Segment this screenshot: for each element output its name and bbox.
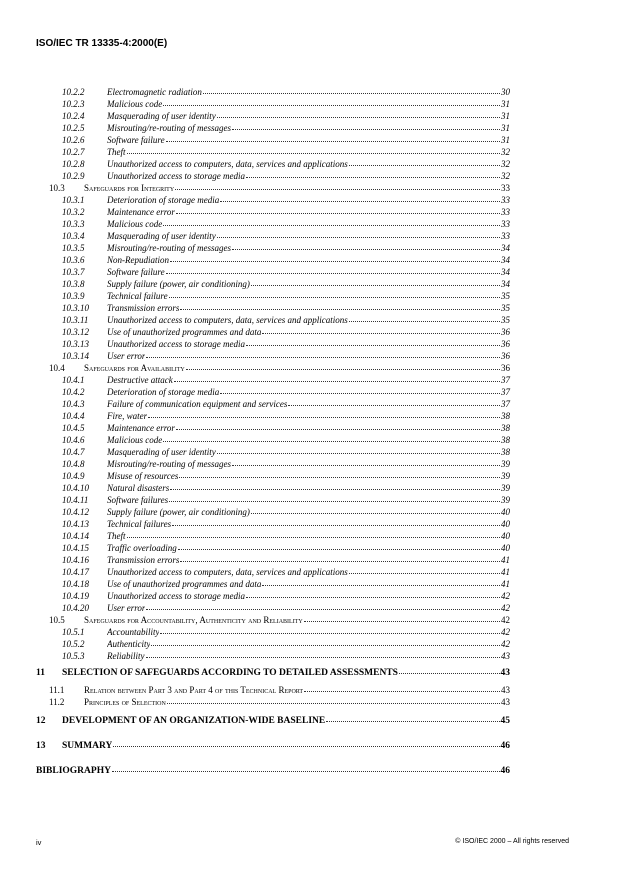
toc-entry-title: Misuse of resources (107, 471, 179, 481)
toc-entry-title: Technical failure (107, 291, 168, 301)
toc-entry-10-4-6[interactable] (36, 434, 510, 446)
toc-entry-10-4-15[interactable] (36, 542, 510, 554)
toc-entry-title: Masquerading of user identity (107, 447, 216, 457)
toc-entry-page: 43 (500, 668, 510, 678)
toc-entry-number: 10.3.8 (62, 279, 85, 289)
toc-entry-number: 10.3.12 (62, 327, 89, 337)
toc-entry-number: 11 (36, 668, 45, 678)
toc-entry-number: 10.4.5 (62, 423, 85, 433)
toc-entry-title: Unauthorized access to computers, data, services and applications (107, 315, 348, 325)
toc-entry-title: Theft (107, 531, 126, 541)
toc-entry-10-5-1[interactable] (36, 626, 510, 638)
toc-entry-10-5-2[interactable] (36, 638, 510, 650)
toc-entry-10-4-13[interactable] (36, 518, 510, 530)
toc-entry-title: Use of unauthorized programmes and data (107, 327, 262, 337)
toc-entry-page: 33 (501, 195, 510, 205)
toc-entry-number: 10.4 (49, 363, 65, 373)
toc-entry-10-3-1[interactable] (36, 194, 510, 206)
toc-entry-title: Software failures (107, 495, 169, 505)
toc-entry-10-3-9[interactable] (36, 290, 510, 302)
toc-entry-12[interactable] (36, 715, 510, 727)
toc-entry-title: User error (107, 351, 146, 361)
toc-entry-page: 42 (501, 639, 510, 649)
toc-entry-title: Software failure (107, 135, 165, 145)
toc-entry-10-2-8[interactable] (36, 158, 510, 170)
toc-entry-10-3-6[interactable] (36, 254, 510, 266)
toc-entry-page: 40 (501, 507, 510, 517)
toc-entry-10-3-10[interactable] (36, 302, 510, 314)
toc-entry-number: 10.4.15 (62, 543, 89, 553)
toc-entry-title: Deterioration of storage media (107, 195, 220, 205)
toc-entry-number: 10.4.4 (62, 411, 85, 421)
toc-entry-10-2-3[interactable] (36, 98, 510, 110)
toc-leader-dots (174, 381, 500, 382)
toc-entry-number: 10.5.1 (62, 627, 85, 637)
toc-entry-10-2-4[interactable] (36, 110, 510, 122)
toc-leader-dots (304, 691, 500, 692)
toc-entry-number: 10.4.1 (62, 375, 85, 385)
toc-entry-title: Unauthorized access to computers, data, services and applications (107, 567, 348, 577)
toc-leader-dots (179, 477, 500, 478)
toc-entry-page: 36 (501, 363, 510, 373)
toc-entry-title: Transmission errors (107, 303, 180, 313)
toc-entry-13[interactable] (36, 740, 510, 752)
toc-entry-page: 38 (501, 411, 510, 421)
toc-entry-10-5-3[interactable] (36, 650, 510, 662)
toc-entry-title: Safeguards for Integrity (84, 183, 175, 193)
toc-entry-10-2-9[interactable] (36, 170, 510, 182)
toc-entry-page: 45 (500, 716, 510, 726)
toc-entry-10-3-8[interactable] (36, 278, 510, 290)
toc-entry-title: Principles of Selection (84, 697, 166, 707)
toc-entry-10-4-4[interactable] (36, 410, 510, 422)
toc-entry-page: 37 (501, 375, 510, 385)
toc-entry-title: Transmission errors (107, 555, 180, 565)
toc-entry-page: 32 (501, 147, 510, 157)
toc-entry-number: 10.4.19 (62, 591, 89, 601)
toc-entry-number: 10.2.4 (62, 111, 85, 121)
toc-entry-number: 10.5.2 (62, 639, 85, 649)
toc-entry-page: 33 (501, 219, 510, 229)
toc-entry-page: 37 (501, 399, 510, 409)
toc-entry-number: 10.3.9 (62, 291, 85, 301)
toc-entry-number: 10.4.12 (62, 507, 89, 517)
toc-entry-number: 12 (36, 716, 46, 726)
toc-entry-10-3[interactable] (36, 182, 510, 194)
toc-leader-dots (304, 621, 500, 622)
toc-leader-dots (163, 441, 500, 442)
toc-entry-10-3-11[interactable] (36, 314, 510, 326)
toc-entry-page: 35 (501, 303, 510, 313)
toc-leader-dots (349, 165, 500, 166)
toc-entry-number: 10.3.10 (62, 303, 89, 313)
toc-entry-number: 10.2.2 (62, 87, 85, 97)
toc-entry-number: 10.3.1 (62, 195, 85, 205)
toc-leader-dots (169, 501, 500, 502)
toc-leader-dots (176, 429, 500, 430)
toc-entry-10-3-12[interactable] (36, 326, 510, 338)
toc-leader-dots (399, 673, 500, 674)
toc-entry-page: 36 (501, 339, 510, 349)
toc-entry-10-3-4[interactable] (36, 230, 510, 242)
toc-entry-page: 32 (501, 159, 510, 169)
toc-entry-title: Masquerading of user identity (107, 231, 216, 241)
toc-entry-10-4-14[interactable] (36, 530, 510, 542)
toc-entry-page: 31 (501, 123, 510, 133)
toc-entry-number: 10.4.3 (62, 399, 85, 409)
toc-entry-number: 10.4.14 (62, 531, 89, 541)
toc-entry-title: Safeguards for Accountability, Authenticity and Reliability (84, 615, 303, 625)
toc-entry-10-4-7[interactable] (36, 446, 510, 458)
toc-entry-title: Relation between Part 3 and Part 4 of this Technical Report (84, 685, 304, 695)
toc-leader-dots (246, 597, 500, 598)
toc-entry-10-4-16[interactable] (36, 554, 510, 566)
toc-entry-10-4-1[interactable] (36, 374, 510, 386)
toc-leader-dots (349, 573, 500, 574)
toc-leader-dots (146, 657, 501, 658)
toc-leader-dots (167, 703, 500, 704)
toc-entry-10-2-2[interactable] (36, 86, 510, 98)
toc-entry-11-1[interactable] (36, 684, 510, 696)
toc-entry-page: 31 (501, 99, 510, 109)
toc-entry-10-4-19[interactable] (36, 590, 510, 602)
toc-entry-page: 32 (501, 171, 510, 181)
toc-leader-dots (170, 261, 500, 262)
toc-entry-title: User error (107, 603, 146, 613)
toc-entry-title: Traffic overloading (107, 543, 177, 553)
toc-entry-title: Malicious code (107, 99, 163, 109)
toc-entry-page: 37 (501, 387, 510, 397)
toc-entry-title: SUMMARY (62, 741, 113, 751)
toc-entry-number: 10.3.6 (62, 255, 85, 265)
toc-leader-dots (186, 369, 500, 370)
toc-entry-number: 10.2.3 (62, 99, 85, 109)
toc-entry-number: 10.3.7 (62, 267, 85, 277)
toc-entry-page: 36 (501, 351, 510, 361)
toc-entry-bibliography[interactable] (36, 765, 510, 777)
toc-entry-number: 10.2.6 (62, 135, 85, 145)
toc-leader-dots (288, 405, 500, 406)
toc-leader-dots (172, 525, 500, 526)
toc-leader-dots (246, 177, 500, 178)
toc-entry-page: 41 (501, 567, 510, 577)
toc-entry-page: 46 (500, 741, 510, 751)
toc-entry-page: 42 (501, 603, 510, 613)
toc-leader-dots (113, 746, 499, 747)
toc-entry-10-3-3[interactable] (36, 218, 510, 230)
toc-entry-title: Technical failures (107, 519, 172, 529)
toc-entry-page: 39 (501, 495, 510, 505)
toc-leader-dots (262, 585, 500, 586)
toc-entry-title: Electromagnetic radiation (107, 87, 202, 97)
toc-leader-dots (232, 465, 500, 466)
toc-entry-page: 38 (501, 423, 510, 433)
toc-entry-title: Theft (107, 147, 126, 157)
toc-entry-number: 10.4.9 (62, 471, 85, 481)
toc-entry-page: 39 (501, 459, 510, 469)
toc-leader-dots (251, 285, 500, 286)
toc-entry-10-4-11[interactable] (36, 494, 510, 506)
toc-entry-number: 10.2.8 (62, 159, 85, 169)
toc-entry-number: 10.4.7 (62, 447, 85, 457)
toc-leader-dots (163, 105, 500, 106)
toc-leader-dots (217, 237, 500, 238)
toc-entry-number: 10.4.17 (62, 567, 89, 577)
toc-entry-page: 33 (501, 207, 510, 217)
toc-leader-dots (326, 721, 499, 722)
toc-entry-page: 40 (501, 543, 510, 553)
document-header-title: ISO/IEC TR 13335-4:2000(E) (36, 38, 168, 49)
toc-entry-10-4-8[interactable] (36, 458, 510, 470)
toc-leader-dots (232, 249, 500, 250)
toc-leader-dots (180, 309, 500, 310)
toc-entry-page: 36 (501, 327, 510, 337)
toc-entry-title: Misrouting/re-routing of messages (107, 459, 231, 469)
toc-entry-10-2-6[interactable] (36, 134, 510, 146)
toc-entry-number: 11.1 (49, 685, 65, 695)
toc-entry-title: Unauthorized access to storage media (107, 339, 245, 349)
toc-entry-title: BIBLIOGRAPHY (36, 766, 111, 776)
toc-entry-title: Safeguards for Availability (84, 363, 185, 373)
toc-entry-number: 10.3.14 (62, 351, 89, 361)
toc-entry-title: Non-Repudiation (107, 255, 169, 265)
toc-entry-page: 34 (501, 279, 510, 289)
toc-leader-dots (127, 153, 500, 154)
toc-entry-number: 10.3.13 (62, 339, 89, 349)
toc-entry-page: 42 (501, 591, 510, 601)
toc-entry-number: 10.2.7 (62, 147, 85, 157)
toc-entry-page: 33 (501, 183, 510, 193)
toc-entry-title: Unauthorized access to storage media (107, 591, 245, 601)
toc-entry-number: 10.4.2 (62, 387, 85, 397)
toc-leader-dots (178, 549, 500, 550)
toc-entry-page: 34 (501, 267, 510, 277)
toc-entry-page: 43 (501, 697, 510, 707)
toc-leader-dots (262, 333, 500, 334)
toc-leader-dots (163, 225, 500, 226)
toc-entry-page: 38 (501, 435, 510, 445)
toc-leader-dots (349, 321, 500, 322)
toc-entry-10-4-12[interactable] (36, 506, 510, 518)
toc-entry-number: 10.2.5 (62, 123, 85, 133)
toc-entry-10-4[interactable] (36, 362, 510, 374)
toc-entry-title: Natural disasters (107, 483, 170, 493)
toc-entry-page: 38 (501, 447, 510, 457)
toc-entry-10-4-9[interactable] (36, 470, 510, 482)
toc-entry-title: Failure of communication equipment and services (107, 399, 288, 409)
toc-entry-number: 10.3 (49, 183, 65, 193)
toc-entry-page: 30 (501, 87, 510, 97)
toc-leader-dots (170, 489, 500, 490)
toc-entry-page: 41 (501, 579, 510, 589)
toc-entry-number: 10.5 (49, 615, 65, 625)
toc-entry-title: Supply failure (power, air conditioning) (107, 279, 250, 289)
table-of-contents (36, 86, 510, 782)
toc-entry-number: 10.3.5 (62, 243, 85, 253)
toc-leader-dots (232, 129, 500, 130)
toc-leader-dots (112, 771, 500, 772)
toc-entry-10-3-13[interactable] (36, 338, 510, 350)
toc-entry-number: 10.3.2 (62, 207, 85, 217)
toc-entry-title: Software failure (107, 267, 165, 277)
toc-leader-dots (251, 513, 500, 514)
toc-entry-title: Unauthorized access to storage media (107, 171, 245, 181)
toc-entry-10-4-20[interactable] (36, 602, 510, 614)
toc-entry-10-3-5[interactable] (36, 242, 510, 254)
toc-leader-dots (217, 453, 500, 454)
toc-entry-number: 10.2.9 (62, 171, 85, 181)
toc-leader-dots (180, 561, 500, 562)
toc-entry-number: 10.4.8 (62, 459, 85, 469)
toc-entry-11[interactable] (36, 667, 510, 679)
toc-leader-dots (127, 537, 500, 538)
toc-entry-page: 41 (501, 555, 510, 565)
toc-leader-dots (203, 93, 500, 94)
toc-entry-number: 10.4.16 (62, 555, 89, 565)
toc-entry-title: Accountability (107, 627, 160, 637)
toc-entry-page: 40 (501, 519, 510, 529)
toc-entry-10-5[interactable] (36, 614, 510, 626)
toc-entry-title: Malicious code (107, 219, 163, 229)
toc-entry-number: 13 (36, 741, 46, 751)
toc-leader-dots (175, 189, 500, 190)
toc-entry-10-4-10[interactable] (36, 482, 510, 494)
toc-leader-dots (166, 141, 500, 142)
toc-entry-title: Reliability (107, 651, 145, 661)
toc-entry-11-2[interactable] (36, 696, 510, 708)
toc-leader-dots (160, 633, 500, 634)
toc-leader-dots (220, 201, 500, 202)
toc-entry-number: 10.5.3 (62, 651, 85, 661)
toc-entry-page: 42 (501, 615, 510, 625)
toc-entry-page: 46 (500, 766, 510, 776)
toc-entry-title: Misrouting/re-routing of messages (107, 123, 231, 133)
toc-entry-title: Destructive attack (107, 375, 173, 385)
toc-entry-10-4-3[interactable] (36, 398, 510, 410)
toc-leader-dots (151, 645, 500, 646)
toc-entry-number: 10.4.11 (62, 495, 89, 505)
toc-leader-dots (217, 117, 500, 118)
toc-entry-page: 31 (501, 111, 510, 121)
toc-entry-title: Maintenance error (107, 423, 175, 433)
toc-entry-title: Deterioration of storage media (107, 387, 220, 397)
toc-entry-page: 39 (501, 483, 510, 493)
toc-entry-title: Authenticity (107, 639, 151, 649)
toc-entry-title: Malicious code (107, 435, 163, 445)
toc-entry-title: Supply failure (power, air conditioning) (107, 507, 250, 517)
toc-entry-10-3-2[interactable] (36, 206, 510, 218)
toc-entry-page: 40 (501, 531, 510, 541)
toc-leader-dots (148, 417, 500, 418)
toc-entry-number: 10.4.6 (62, 435, 85, 445)
toc-leader-dots (176, 213, 500, 214)
toc-entry-page: 35 (501, 315, 510, 325)
toc-entry-number: 10.4.18 (62, 579, 89, 589)
toc-leader-dots (246, 345, 500, 346)
toc-entry-title: Misrouting/re-routing of messages (107, 243, 231, 253)
toc-entry-page: 33 (501, 231, 510, 241)
toc-entry-10-4-18[interactable] (36, 578, 510, 590)
toc-entry-title: DEVELOPMENT OF AN ORGANIZATION-WIDE BASELINE (62, 716, 326, 726)
toc-leader-dots (169, 297, 500, 298)
toc-entry-page: 43 (501, 651, 510, 661)
toc-entry-title: Use of unauthorized programmes and data (107, 579, 262, 589)
toc-entry-number: 10.3.11 (62, 315, 89, 325)
toc-entry-title: SELECTION OF SAFEGUARDS ACCORDING TO DETAILED ASSESSMENTS (62, 668, 398, 678)
toc-leader-dots (146, 609, 500, 610)
toc-entry-page: 34 (501, 243, 510, 253)
toc-entry-page: 34 (501, 255, 510, 265)
toc-entry-10-3-14[interactable] (36, 350, 510, 362)
toc-entry-10-2-5[interactable] (36, 122, 510, 134)
toc-entry-10-4-17[interactable] (36, 566, 510, 578)
toc-entry-number: 10.4.13 (62, 519, 89, 529)
toc-leader-dots (220, 393, 500, 394)
toc-entry-number: 11.2 (49, 697, 65, 707)
toc-entry-number: 10.3.4 (62, 231, 85, 241)
toc-entry-10-2-7[interactable] (36, 146, 510, 158)
toc-entry-page: 35 (501, 291, 510, 301)
toc-entry-10-4-5[interactable] (36, 422, 510, 434)
toc-entry-number: 10.3.3 (62, 219, 85, 229)
toc-entry-page: 42 (501, 627, 510, 637)
toc-entry-page: 39 (501, 471, 510, 481)
toc-entry-10-3-7[interactable] (36, 266, 510, 278)
toc-entry-number: 10.4.20 (62, 603, 89, 613)
toc-entry-page: 31 (501, 135, 510, 145)
toc-entry-10-4-2[interactable] (36, 386, 510, 398)
toc-entry-title: Maintenance error (107, 207, 175, 217)
footer-page-number: iv (36, 838, 42, 847)
toc-entry-number: 10.4.10 (62, 483, 89, 493)
toc-entry-page: 43 (501, 685, 510, 695)
toc-leader-dots (166, 273, 500, 274)
footer-copyright: © ISO/IEC 2000 – All rights reserved (455, 838, 569, 845)
toc-entry-title: Fire, water (107, 411, 148, 421)
toc-leader-dots (146, 357, 500, 358)
toc-entry-title: Masquerading of user identity (107, 111, 216, 121)
toc-entry-title: Unauthorized access to computers, data, services and applications (107, 159, 348, 169)
